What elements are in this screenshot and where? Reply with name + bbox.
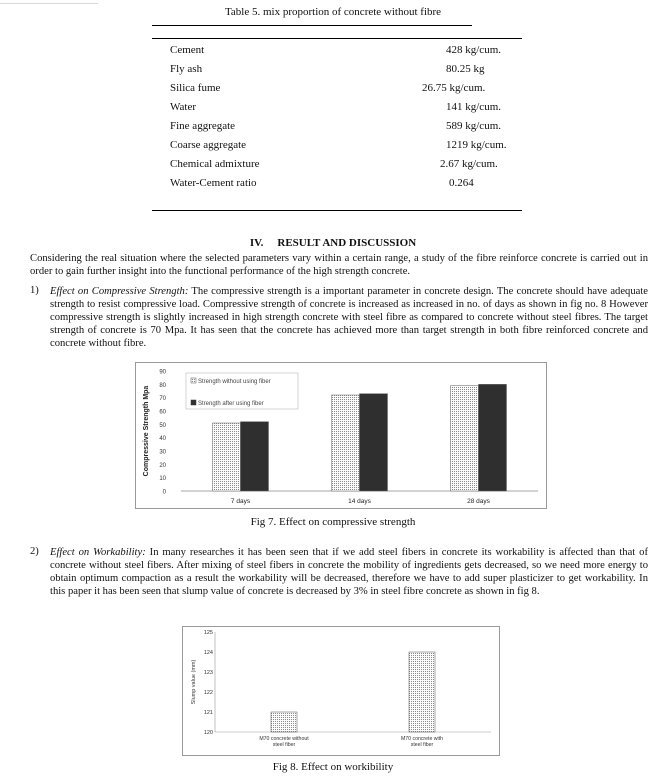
- x-tick-label: 28 days: [467, 498, 490, 505]
- item1-text: The compressive strength is a important parameter in concrete design. The concrete should have adequate strength to resist compressive load. Compressive strength of concrete is increased as increased in no. of days as shown in fig no. 8 However compressive strength is slightly increased in high strength concrete with steel fibre as compared to concrete without steel fibres. The target strength of concrete is 70 Mpa. It has seen that the concrete has achieved more than target strength in both fibre reinforced concrete and concrete without fibre.: [50, 286, 648, 349]
- bar-with-fiber: [360, 394, 388, 491]
- y-tick-label: 40: [159, 436, 166, 443]
- section-heading: [0, 237, 666, 249]
- y-tick-label: 50: [159, 422, 166, 429]
- table-cell-value: 0.264: [449, 177, 474, 189]
- table-cell-label: Water-Cement ratio: [170, 177, 257, 189]
- y-tick-label: 70: [159, 396, 166, 403]
- item2-paragraph: [50, 546, 648, 598]
- table-row: [170, 158, 510, 177]
- y-tick-label: 120: [203, 730, 213, 736]
- table-cell-value: 141 kg/cum.: [446, 101, 501, 113]
- slump-bar: [409, 652, 435, 732]
- bar-with-fiber: [479, 384, 507, 491]
- section-title: RESULT AND DISCUSSION: [277, 237, 417, 249]
- table-cell-value: 80.25 kg: [446, 63, 485, 75]
- table-cell-label: Coarse aggregate: [170, 139, 247, 151]
- y-tick-label: 122: [203, 690, 213, 696]
- table-top-rule: [152, 25, 472, 26]
- y-tick-label: 90: [159, 369, 166, 376]
- table-cell-value: 2.67 kg/cum.: [440, 158, 498, 170]
- bar-with-fiber: [241, 422, 269, 491]
- fig8-caption: Fig 8. Effect on workibility: [272, 761, 394, 773]
- table-cell-label: Water: [170, 101, 196, 113]
- fig8-chart-frame: [182, 626, 500, 756]
- y-tick-label: 123: [203, 670, 213, 676]
- table-cell-value: 589 kg/cum.: [446, 120, 501, 132]
- item1-title: Effect on Compressive Strength:: [50, 286, 189, 297]
- x-tick-label: M70 concrete without steel fiber: [259, 736, 309, 748]
- x-tick-label: 7 days: [230, 498, 251, 505]
- table-row: [170, 44, 510, 63]
- table-cell-value: 428 kg/cum.: [446, 44, 501, 56]
- table-cell-label: Chemical admixture: [170, 158, 260, 170]
- y-tick-label: 80: [159, 382, 166, 389]
- y-axis-label: Compressive Strength Mpa: [143, 385, 150, 477]
- bar-without-fiber: [451, 386, 479, 491]
- table-row: [170, 63, 510, 82]
- table-caption: Table 5. mix proportion of concrete without fibre: [224, 6, 442, 18]
- page-corner-mark: [0, 0, 98, 4]
- x-tick-label: 14 days: [348, 498, 371, 505]
- item2-title: Effect on Workability:: [50, 547, 146, 558]
- y-tick-label: 60: [159, 409, 166, 416]
- table-row: [170, 120, 510, 139]
- item2-text: In many researches it has been seen that if we add steel fibers in concrete its workability is affected than that of concrete without steel fibers. After mixing of steel fibers in concrete the mobility of ingredients gets decreased, so we need more energy to obtain optimum compaction as a result the workability will be decreased, therefore we have to add super plasticizer to get workability. In this paper it has been seen that slump value of concrete is decreased by 3% in steel fibre concrete as shown in fig 8.: [50, 547, 648, 597]
- legend-swatch-without-fiber: [191, 378, 196, 383]
- y-tick-label: 20: [159, 462, 166, 469]
- table-cell-value: 1219 kg/cum.: [446, 139, 507, 151]
- y-axis-label: Slump value (mm): [191, 659, 197, 705]
- slump-value-chart: [183, 627, 499, 755]
- legend-label-without-fiber: Strength without using fiber: [198, 379, 271, 385]
- table-row: [170, 101, 510, 120]
- legend-label-with-fiber: Strength after using fiber: [198, 401, 264, 407]
- chart-legend: [186, 373, 298, 409]
- table-cell-label: Silica fume: [170, 82, 221, 94]
- table-bottom-rule: [152, 210, 522, 211]
- table-row: [170, 177, 510, 196]
- fig7-chart-frame: [135, 362, 547, 509]
- y-tick-label: 10: [159, 476, 166, 483]
- bar-without-fiber: [213, 423, 241, 491]
- table-header-rule: [152, 38, 522, 39]
- section-number: IV.: [249, 237, 264, 249]
- legend-swatch-with-fiber: [191, 400, 196, 405]
- slump-bar: [271, 712, 297, 732]
- table-row: [170, 82, 510, 101]
- bar-without-fiber: [332, 395, 360, 491]
- item1-number: 1): [30, 285, 39, 296]
- table-cell-label: Cement: [170, 44, 205, 56]
- intro-paragraph: Considering the real situation where the selected parameters vary within a certain range, a study of the fibre reinforce concrete is carried out in order to gain further insight into the functional performance of the high strength concrete.: [30, 253, 648, 277]
- table-cell-value: 26.75 kg/cum.: [422, 82, 486, 94]
- y-tick-label: 30: [159, 449, 166, 456]
- x-tick-label: M70 concrete with steel fiber: [400, 736, 444, 748]
- item2-number: 2): [30, 546, 39, 557]
- y-tick-label: 125: [203, 630, 213, 636]
- item1-paragraph: [50, 285, 648, 350]
- fig7-caption: Fig 7. Effect on compressive strength: [250, 516, 416, 528]
- table-cell-label: Fly ash: [170, 63, 203, 75]
- table-cell-label: Fine aggregate: [170, 120, 236, 132]
- table-row: [170, 139, 510, 158]
- y-tick-label: 0: [162, 489, 166, 496]
- y-tick-label: 124: [203, 650, 213, 656]
- compressive-strength-chart: [136, 363, 546, 508]
- y-tick-label: 121: [203, 710, 213, 716]
